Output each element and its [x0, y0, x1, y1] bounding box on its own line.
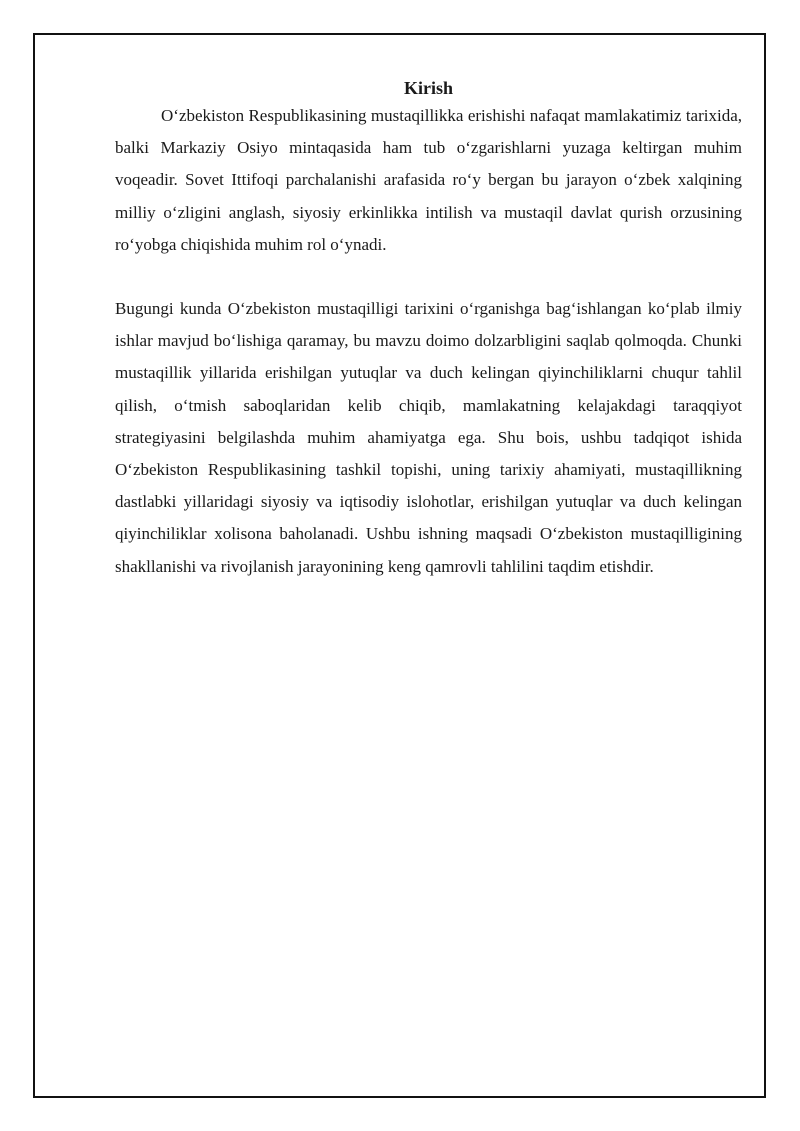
document-body: [115, 76, 742, 583]
paragraph-spacer: [115, 261, 742, 293]
intro-paragraph: O‘zbekiston Respublikasining mustaqillikka erishishi nafaqat mamlakatimiz tarixida, balki Markaziy Osiyo mintaqasida ham tub o‘zgarishlarni yuzaga keltirgan muhim voqeadir. Sovet Ittifoqi parchalanishi arafasida ro‘y bergan bu jarayon o‘zbek xalqining milliy o‘zligini anglash, siyosiy erkinlikka intilish va mustaqil davlat qurish orzusining ro‘yobga chiqishida muhim rol o‘ynadi.: [115, 106, 742, 254]
section-title: Kirish: [403, 78, 453, 98]
body-paragraph: Bugungi kunda O‘zbekiston mustaqilligi tarixini o‘rganishga bag‘ishlangan ko‘plab ilmiy ishlar mavjud bo‘lishiga qaramay, bu mavzu doimo dolzarbligini saqlab qolmoqda. Chunki mustaqillik yillarida erishilgan yutuqlar va duch kelingan qiyinchiliklarni chuqur tahlil qilish, o‘tmish saboqlaridan kelib chiqib, mamlakatning kelajakdagi taraqqiyot strategiyasini belgilashda muhim ahamiyatga ega. Shu bois, ushbu tadqiqot ishida O‘zbekiston Respublikasining tashkil topishi, uning tarixiy ahamiyati, mustaqillikning dastlabki yillaridagi siyosiy va iqtisodiy islohotlar, erishilgan yutuqlar va duch kelingan qiyinchiliklar xolisona baholanadi. Ushbu ishning maqsadi O‘zbekiston mustaqilligining shakllanishi va rivojlanish jarayonining keng qamrovli tahlilini taqdim etishdir.: [115, 299, 742, 576]
